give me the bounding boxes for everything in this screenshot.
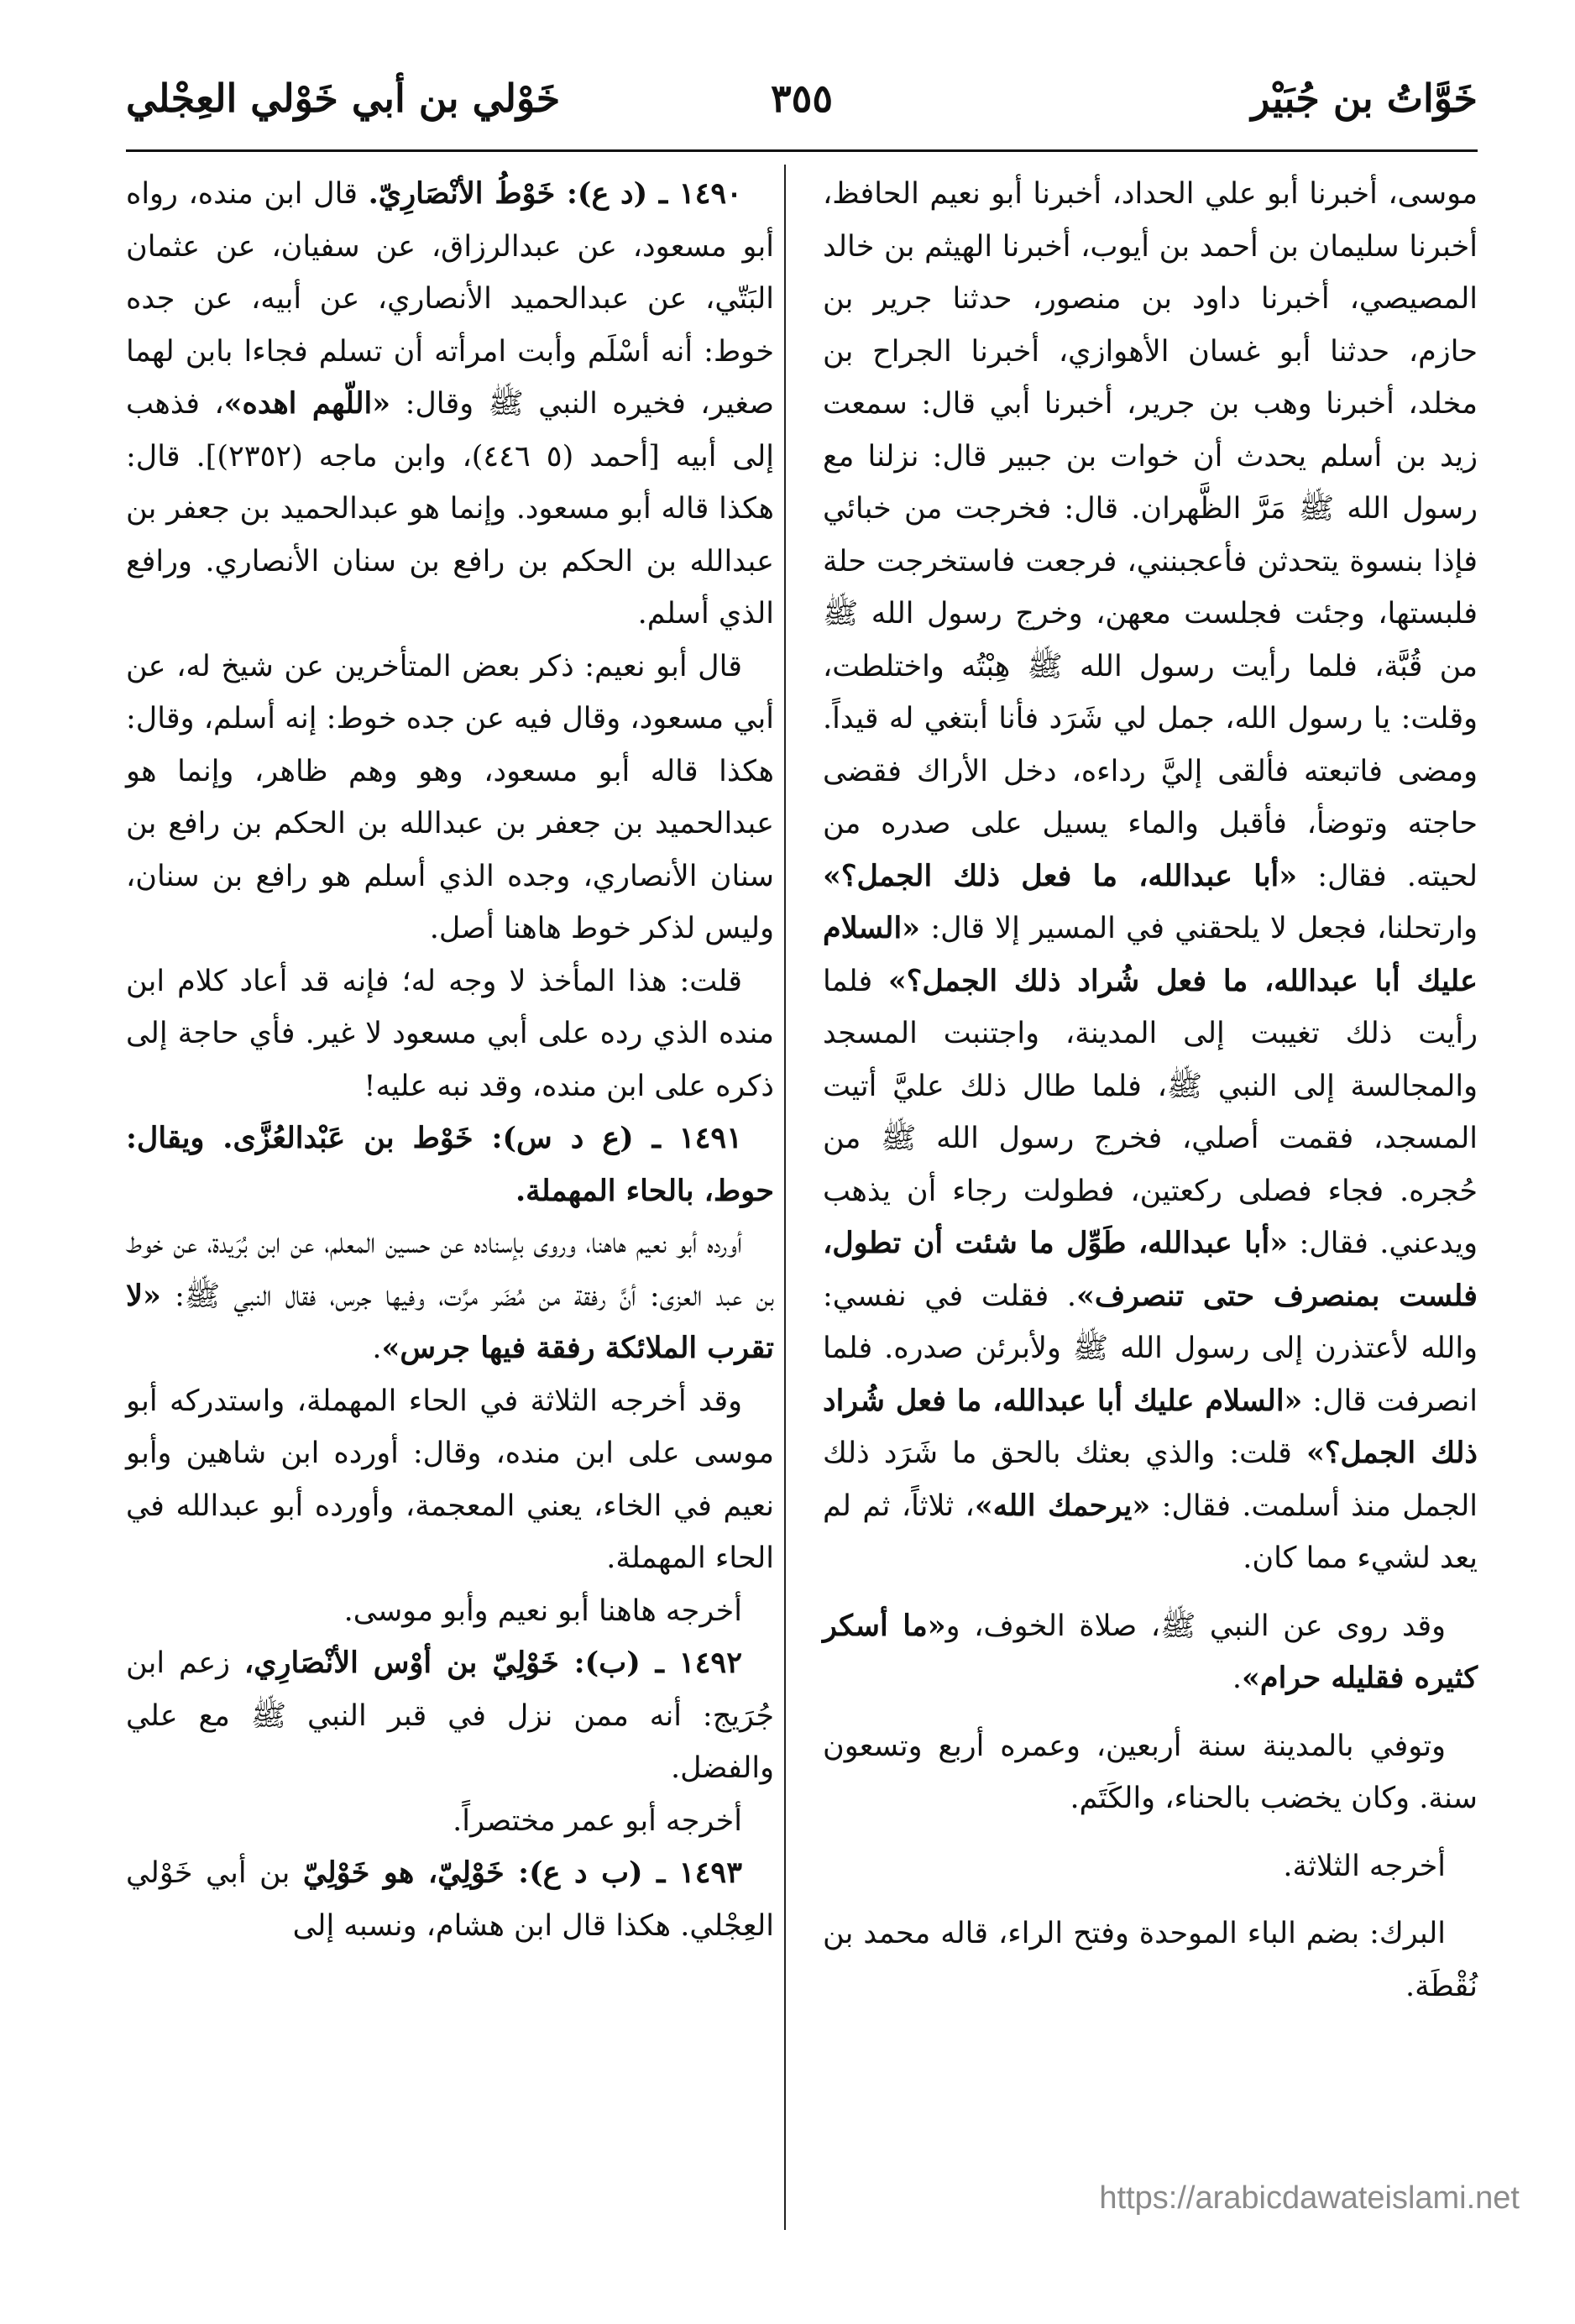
paragraph: أخرجه أبو عمر مختصراً. [453,1803,742,1838]
hadith-quote: «أبا عبدالله، طَوِّل ما شئت أن تطول، فلست بمنصرف حتى تنصرف» [823,1226,1478,1313]
hadith-quote: «يرحمك الله» [974,1488,1151,1523]
entry-1491 [126,1112,774,1217]
column-divider [784,165,786,2230]
entry-1492 [126,1637,774,1795]
body-text: . فقلت في نفسي: والله لأعتذرن إلى رسول الله ﷺ ولأبرئن صدره. فلما انصرفت قال: [823,1279,1478,1418]
paragraph: وتوفي بالمدينة سنة أربعين، وعمره أربع وتسعون سنة. وكان يخضب بالحناء، والكَتَم. [823,1729,1478,1815]
body-text: قلت: والذي بعثك بالحق ما شَرَد ذلك الجمل منذ أسلمت. فقال: [823,1437,1478,1523]
entry-heading: ١٤٩١ ـ (ع د س): خَوْط بن عَبْدالعُزَّى. ويقال: حوط، بالحاء المهملة. [126,1121,774,1208]
body-text: أورده أبو نعيم هاهنا، وروى بإسناده عن حسين المعلم، عن ابن بُرَيدة، عن خوط بن عبد العزى: أنَّ رفقة من مُضَر مرَّت، وفيها جرس، فقال النبي ﷺ: [126,1227,774,1313]
page-header [126,76,1478,143]
paragraph: وقد أخرجه الثلاثة في الحاء المهملة، واستدركه أبو موسى على ابن منده، وقال: أورده ابن شاهين وأبو نعيم في الخاء، يعني المعجمة، وأورده أبو عبدالله في الحاء المهملة. [126,1384,774,1575]
body-text: فلما رأيت ذلك تغيبت إلى المدينة، واجتنبت المسجد والمجالسة إلى النبي ﷺ، فلما طال ذلك عليَّ أتيت المسجد، فقمت أصلي، فخرج رسول الله ﷺ من حُجره. فجاء فصلى ركعتين، فطولت رجاء أن يذهب ويدعني. فقال: [823,964,1478,1260]
right-column [823,168,1478,2013]
page-number: ٣٥٥ [770,76,834,121]
paragraph [126,1217,774,1375]
paragraph: أخرجه هاهنا أبو نعيم وأبو موسى. [343,1594,742,1628]
paragraph [823,1600,1478,1705]
body-text: قال ابن منده، رواه أبو مسعود، عن عبدالرزاق، عن سفيان، عن عثمان البَتّي، عن عبدالحميد الأنصاري، عن أبيه، عن جده خوط: أنه أسْلَم وأبت امرأته أن تسلم فجاءا بابن لهما صغير، فخيره النبي ﷺ وقال: [126,177,774,421]
watermark-url: https://arabicdawateislami.net [1099,2180,1520,2216]
hadith-quote: «اللّهم اهده» [223,386,391,421]
hadith-quote: «أبا عبدالله، ما فعل ذلك الجمل؟» [823,858,1298,893]
body-text: ، فذهب إلى أبيه [أحمد (٥ ٤٤٦)، وابن ماجه (٢٣٥٢)]. قال: هكذا قاله أبو مسعود. وإنما هو عبدالحميد بن جعفر بن عبدالله بن الحكم بن رافع بن سنان الأنصاري. ورافع الذي أسلم. [126,387,774,631]
hadith-quote: «ما أسكر كثيره فقليله حرام» [823,1608,1478,1695]
running-title-left: خَوْلي بن أبي خَوْلي العِجْلي [126,76,561,121]
entry-heading: ١٤٩٣ ـ (ب د ع): خَوْلِيّ، هو خَوْلِيّ [302,1856,742,1890]
running-title-right: خَوَّاتُ بن جُبَيْر [1251,76,1478,121]
body-text: موسى، أخبرنا أبو علي الحداد، أخبرنا أبو نعيم الحافظ، أخبرنا سليمان بن أحمد بن أيوب، أخبرنا الهيثم بن خالد المصيصي، أخبرنا داود بن منصور، حدثنا جرير بن حازم، حدثنا أبو غسان الأهوازي، أخبرنا الجراح بن مخلد، أخبرنا وهب بن جرير، أخبرنا أبي قال: سمعت زيد بن أسلم يحدث أن خوات بن جبير قال: نزلنا مع رسول الله ﷺ مَرَّ الظَّهران. قال: فخرجت من خبائي فإذا بنسوة يتحدثن فأعجبنني، فرجعت فاستخرجت حلة فلبستها، وجئت فجلست معهن، وخرج رسول الله ﷺ من قُبَّة، فلما رأيت رسول الله ﷺ هِبْتُه واختلطت، وقلت: يا رسول الله، جمل لي شَرَد فأنا أبتغي له قيداً. ومضى فاتبعته فألقى إليَّ رداءه، دخل الأراك فقضى حاجته وتوضأ، فأقبل والماء يسيل على صدره من لحيته. فقال: [823,177,1478,893]
body-text: . [372,1332,382,1365]
body-text: . [1232,1662,1243,1695]
body-text: زعم ابن جُرَيج: أنه ممن نزل في قبر النبي ﷺ مع علي والفضل. [126,1646,774,1785]
body-text: وقد روى عن النبي ﷺ، صلاة الخوف، و [945,1609,1446,1643]
entry-1493 [126,1847,774,1952]
entry-1490 [126,168,774,641]
body-text: ، ثلاثاً، ثم لم يعد لشيء مما كان. [823,1489,1478,1575]
paragraph [823,168,1478,1585]
paragraph: أخرجه الثلاثة. [1283,1849,1446,1883]
paragraph: قلت: هذا المأخذ لا وجه له؛ فإنه قد أعاد كلام ابن منده الذي رده على أبي مسعود لا غير. فأي حاجة إلى ذكره على ابن منده، وقد نبه عليه! [126,964,774,1103]
left-column [126,168,774,1952]
hadith-quote: «السلام عليك أبا عبدالله، ما فعل شُراد ذلك الجمل؟» [823,1383,1478,1470]
paragraph: قال أبو نعيم: ذكر بعض المتأخرين عن شيخ له، عن أبي مسعود، وقال فيه عن جده خوط: إنه أسلم، وقال: هكذا قاله أبو مسعود، وهو وهم ظاهر، وإنما هو عبدالحميد بن جعفر بن عبدالله بن الحكم بن رافع بن سنان الأنصاري، وجده الذي أسلم هو رافع بن سنان، وليس لذكر خوط هاهنا أصل. [126,649,775,945]
entry-heading: ١٤٩٢ ـ (ب): خَوْلِيّ بن أوْس الأنْصَارِي، [243,1646,742,1680]
paragraph: البرك: بضم الباء الموحدة وفتح الراء، قاله محمد بن نُقْطَة. [823,1917,1478,2003]
hadith-quote: «السلام عليك أبا عبدالله، ما فعل شُراد ذلك الجمل؟» [823,911,1478,998]
body-text: وارتحلنا، فجعل لا يلحقني في المسير إلا قال: [930,912,1478,945]
entry-heading: ١٤٩٠ ـ (د ع): خَوْطُ الأنْصَارِيّ. [368,176,742,211]
hadith-quote: «لا تقرب الملائكة رفقة فيها جرس» [126,1278,774,1365]
body-text: بن أبي خَوْلي العِجْلي. هكذا قال ابن هشام، ونسبه إلى [126,1856,774,1943]
header-rule [126,149,1478,152]
